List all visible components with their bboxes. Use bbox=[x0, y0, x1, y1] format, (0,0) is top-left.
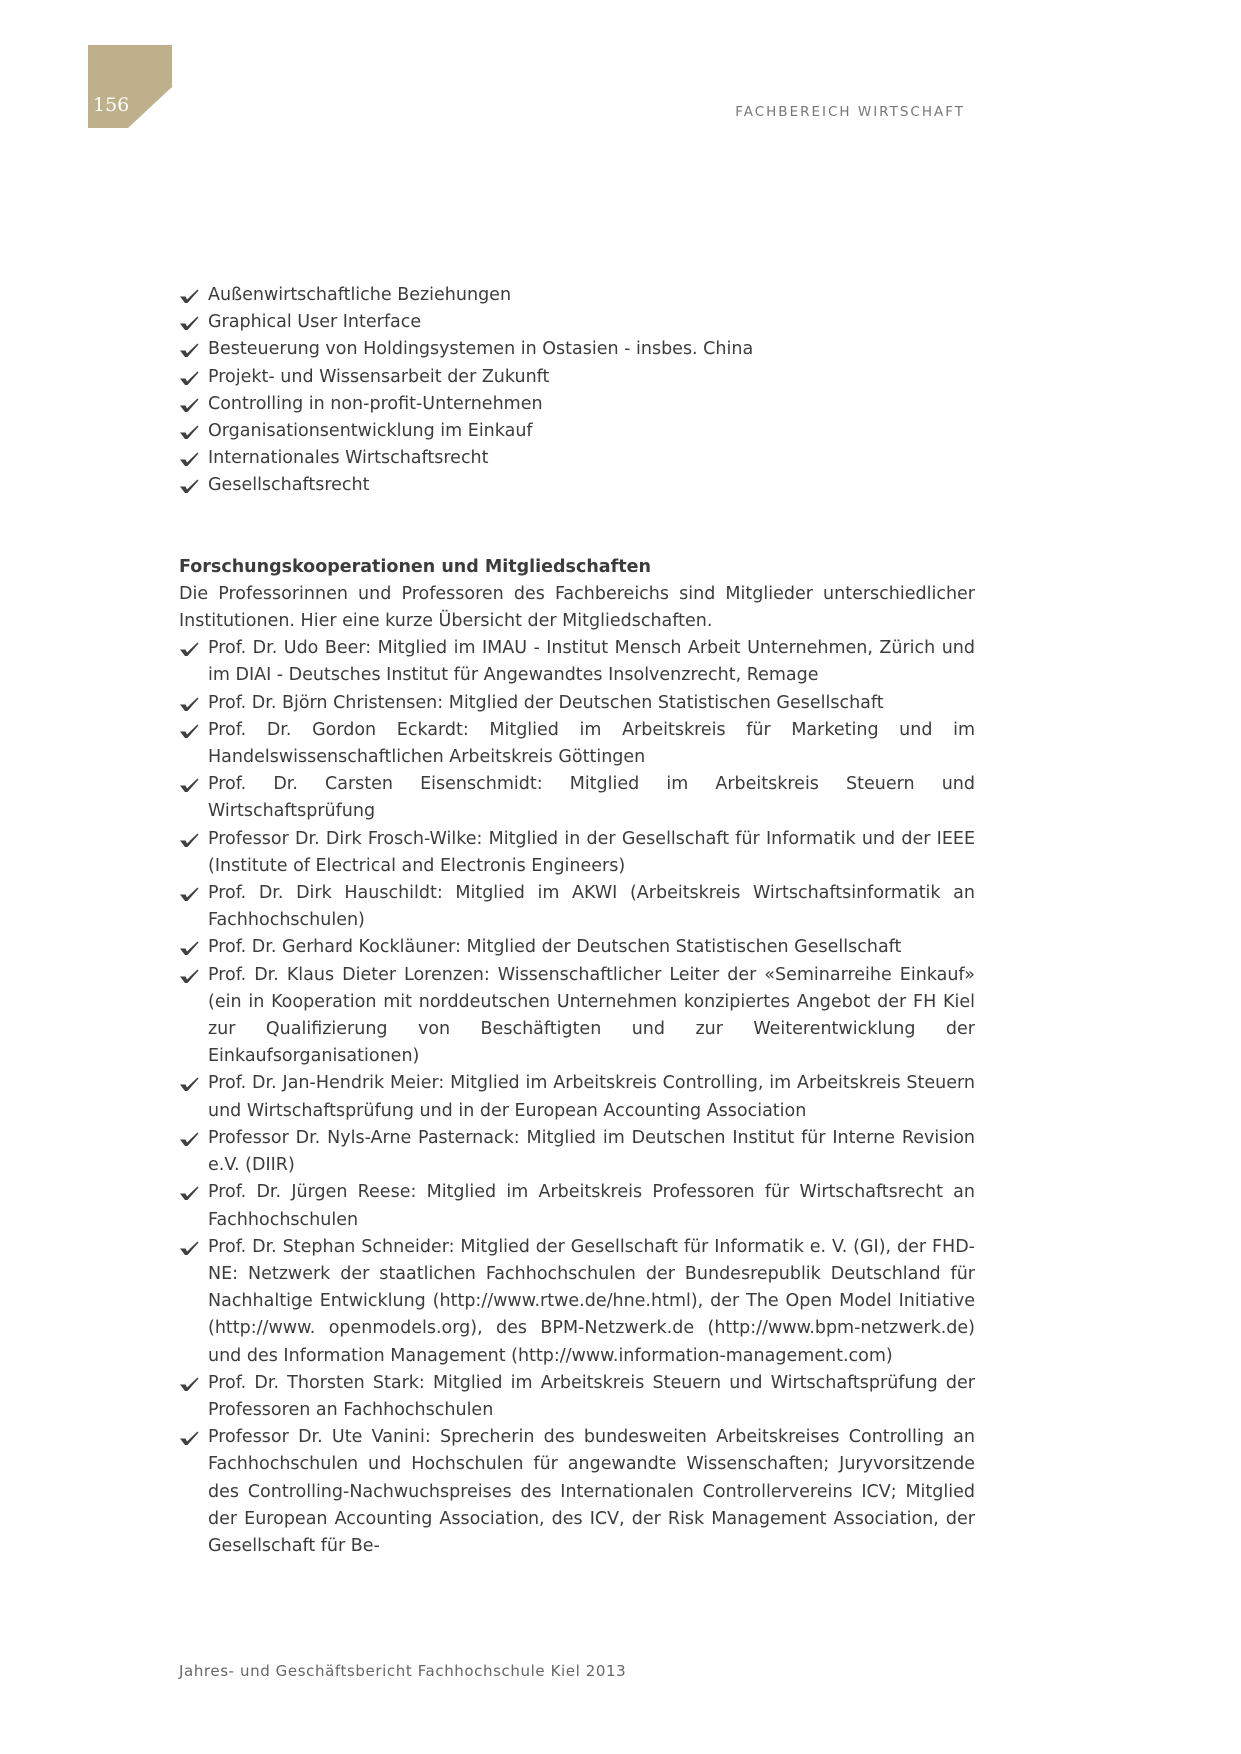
checkmark-icon bbox=[179, 1376, 199, 1392]
checkmark-icon bbox=[179, 451, 199, 467]
section-intro: Die Professorinnen und Professoren des Fachbereichs sind Mitglieder unterschiedlicher Institutionen. Hier eine kurze Übersicht der Mitgliedschaften. bbox=[179, 583, 975, 632]
topic-item bbox=[179, 472, 975, 499]
checkmark-icon bbox=[179, 940, 199, 956]
section-title: Forschungskooperationen und Mitgliedschaften bbox=[179, 556, 651, 577]
topic-item-text: Besteuerung von Holdingsystemen in Ostasien - insbes. China bbox=[208, 339, 754, 360]
checkmark-icon bbox=[179, 777, 199, 793]
topic-item-text: Projekt- und Wissensarbeit der Zukunft bbox=[208, 366, 550, 387]
membership-item bbox=[179, 771, 975, 825]
page-number: 156 bbox=[93, 94, 130, 116]
cooperation-section bbox=[179, 554, 975, 1561]
checkmark-icon bbox=[179, 968, 199, 984]
membership-item bbox=[179, 1424, 975, 1560]
checkmark-icon bbox=[179, 1430, 199, 1446]
checkmark-icon bbox=[179, 478, 199, 494]
checkmark-icon bbox=[179, 696, 199, 712]
membership-item-text: Prof. Dr. Klaus Dieter Lorenzen: Wissenschaftlicher Leiter der «Seminarreihe Einkauf» (ein in Kooperation mit norddeutschen Unternehmen konzipiertes Angebot der FH Kiel zur Qualifizierung von Beschäftigten und zur Weiterentwicklung der Einkaufsorganisationen) bbox=[208, 964, 975, 1067]
research-topics-list bbox=[179, 282, 975, 500]
checkmark-icon bbox=[179, 397, 199, 413]
membership-item-text: Prof. Dr. Jürgen Reese: Mitglied im Arbeitskreis Professoren für Wirtschaftsrecht an Fachhochschulen bbox=[208, 1182, 975, 1230]
checkmark-icon bbox=[179, 1076, 199, 1092]
membership-item-text: Prof. Dr. Björn Christensen: Mitglied der Deutschen Statistischen Gesellschaft bbox=[208, 692, 884, 713]
checkmark-icon bbox=[179, 1240, 199, 1256]
checkmark-icon bbox=[179, 641, 199, 657]
membership-item bbox=[179, 717, 975, 771]
membership-item bbox=[179, 1070, 975, 1124]
membership-item-text: Prof. Dr. Gordon Eckardt: Mitglied im Arbeitskreis für Marketing und im Handelswissenschaftlichen Arbeitskreis Göttingen bbox=[208, 719, 975, 768]
topic-item-text: Controlling in non-profit-Unternehmen bbox=[208, 393, 543, 414]
membership-item-text: Prof. Dr. Thorsten Stark: Mitglied im Arbeitskreis Steuern und Wirtschaftsprüfung der Professoren an Fachhochschulen bbox=[208, 1372, 975, 1420]
topic-item-text: Gesellschaftsrecht bbox=[208, 475, 370, 496]
topic-item bbox=[179, 445, 975, 472]
checkmark-icon bbox=[179, 723, 199, 739]
membership-item bbox=[179, 962, 975, 1071]
checkmark-icon bbox=[179, 1185, 199, 1201]
membership-item-text: Prof. Dr. Gerhard Kockläuner: Mitglied der Deutschen Statistischen Gesellschaft bbox=[208, 937, 902, 958]
checkmark-icon bbox=[179, 1131, 199, 1147]
topic-item bbox=[179, 282, 975, 309]
membership-item bbox=[179, 1125, 975, 1179]
topic-item bbox=[179, 309, 975, 336]
topic-item bbox=[179, 391, 975, 418]
checkmark-icon bbox=[179, 424, 199, 440]
checkmark-icon bbox=[179, 342, 199, 358]
page-number-badge bbox=[88, 45, 172, 128]
topic-item-text: Außenwirtschaftliche Beziehungen bbox=[208, 285, 512, 305]
checkmark-icon bbox=[179, 370, 199, 386]
main-content bbox=[179, 282, 975, 1560]
membership-item-text: Professor Dr. Dirk Frosch-Wilke: Mitglied in der Gesellschaft für Informatik und der IEEE (Institute of Electrical and Electronis Engineers) bbox=[208, 828, 975, 876]
membership-item-text: Prof. Dr. Jan-Hendrik Meier: Mitglied im Arbeitskreis Controlling, im Arbeitskreis Steuern und Wirtschaftsprüfung und in der European Accounting Association bbox=[208, 1073, 975, 1121]
topic-item-text: Organisationsentwicklung im Einkauf bbox=[208, 421, 533, 442]
topic-item-text: Graphical User Interface bbox=[208, 312, 422, 333]
running-header: FACHBEREICH WIRTSCHAFT bbox=[735, 104, 965, 120]
topic-item bbox=[179, 336, 975, 363]
membership-item-text: Professor Dr. Nyls-Arne Pasternack: Mitglied im Deutschen Institut für Interne Revision e.V. (DIIR) bbox=[208, 1127, 975, 1176]
memberships-list bbox=[179, 635, 975, 1560]
membership-item bbox=[179, 635, 975, 689]
membership-item-text: Prof. Dr. Carsten Eisenschmidt: Mitglied im Arbeitskreis Steuern und Wirtschaftsprüfung bbox=[208, 774, 975, 822]
checkmark-icon bbox=[179, 886, 199, 902]
membership-item bbox=[179, 1370, 975, 1424]
membership-item bbox=[179, 1234, 975, 1370]
checkmark-icon bbox=[179, 315, 199, 331]
running-footer: Jahres- und Geschäftsbericht Fachhochschule Kiel 2013 bbox=[179, 1662, 627, 1680]
topic-item-text: Internationales Wirtschaftsrecht bbox=[208, 448, 489, 469]
topic-item bbox=[179, 418, 975, 445]
membership-item bbox=[179, 690, 975, 717]
membership-item bbox=[179, 826, 975, 880]
checkmark-icon bbox=[179, 288, 199, 304]
topic-item bbox=[179, 364, 975, 391]
membership-item-text: Professor Dr. Ute Vanini: Sprecherin des bundesweiten Arbeitskreises Controlling an Fachhochschulen und Hochschulen für angewandte Wissenschaften; Juryvorsitzende des Controlling-Nachwuchspreises des Internationalen Controllervereins ICV; Mitglied der European Accounting Association, des ICV, der Risk Management Association, der Gesellschaft für Be- bbox=[208, 1427, 975, 1556]
membership-item bbox=[179, 880, 975, 934]
membership-item-text: Prof. Dr. Udo Beer: Mitglied im IMAU - Institut Mensch Arbeit Unternehmen, Zürich und im DIAI - Deutsches Institut für Angewandtes Insolvenzrecht, Remage bbox=[208, 638, 975, 686]
membership-item-text: Prof. Dr. Dirk Hauschildt: Mitglied im AKWI (Arbeitskreis Wirtschaftsinformatik an Fachhochschulen) bbox=[208, 883, 975, 931]
membership-item-text: Prof. Dr. Stephan Schneider: Mitglied der Gesellschaft für Informatik e. V. (GI), der FHD-NE: Netzwerk der staatlichen Fachhochschulen der Bundesrepublik Deutschland für Nachhaltige Entwicklung (http://www.rtwe.de/hne.html), der The Open Model Initiative (http://www. openmodels.org), des BPM-Netzwerk.de (http://www.bpm-netzwerk.de) und des Information Management (http://www.information-management.com) bbox=[208, 1236, 975, 1366]
membership-item bbox=[179, 1179, 975, 1233]
membership-item bbox=[179, 934, 975, 961]
checkmark-icon bbox=[179, 832, 199, 848]
